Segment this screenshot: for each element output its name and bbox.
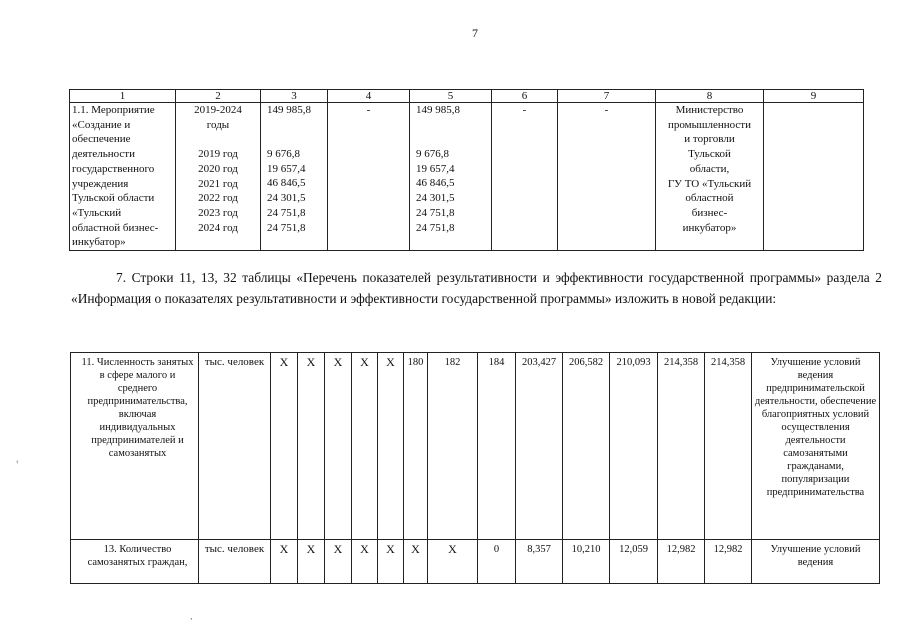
scan-speck: ‹ [16, 457, 19, 466]
year-value: 24 751,8 [416, 206, 455, 219]
value-cell: 214,358 [705, 353, 752, 540]
value-cell: X [271, 353, 298, 540]
unit-cell: тыс. человек [199, 540, 271, 584]
total-value: 149 985,8 [267, 104, 311, 116]
text-line: государственного [72, 162, 155, 175]
note-cell: Улучшение условий ведения предпринимательской деятельности, обеспечение благоприятных условий осуществления деятельности самозанятыми гражданами, популяризации предпринимательства [752, 353, 880, 540]
text-line: инкубатор» [72, 236, 126, 249]
year-value: 24 301,5 [267, 192, 306, 205]
text-line: учреждения [72, 177, 129, 190]
text-line: инкубатор» [682, 221, 737, 234]
year-label: 2021 год [198, 177, 238, 190]
text-line: ГУ ТО «Тульский [667, 177, 752, 190]
year-value: 24 301,5 [416, 192, 455, 205]
scan-speck: ‚ [190, 612, 193, 621]
text-line: областной бизнес- [72, 221, 159, 234]
value-cell: 0 [478, 540, 516, 584]
value-cell: X [298, 540, 325, 584]
unit-cell: тыс. человек [199, 353, 271, 540]
dash-cell: - [558, 103, 656, 251]
page-number: 7 [472, 26, 478, 40]
value-cell: X [428, 540, 478, 584]
text-line: области, [689, 162, 730, 175]
value-cell: 12,059 [610, 540, 658, 584]
value-cell: X [271, 540, 298, 584]
year-label: 2023 год [198, 206, 238, 219]
text-line: Тульской [688, 148, 731, 161]
value-cell: 184 [478, 353, 516, 540]
year-value: 24 751,8 [416, 221, 455, 234]
note-cell: Улучшение условий ведения [752, 540, 880, 584]
table-row [70, 103, 864, 251]
total-funding-cell [261, 103, 328, 251]
value-cell: 214,358 [658, 353, 705, 540]
year-label: 2019 год [198, 148, 238, 161]
total-value: 149 985,8 [416, 104, 460, 116]
year-label: 2024 год [198, 221, 238, 234]
value-cell: X [378, 353, 404, 540]
value-cell: X [298, 353, 325, 540]
value-cell: 180 [404, 353, 428, 540]
text-line: областной [685, 192, 734, 205]
table-row [71, 353, 880, 540]
year-value: 46 846,5 [267, 177, 306, 190]
text-line: обеспечение [72, 133, 131, 146]
value-cell: X [325, 540, 352, 584]
year-value: 9 676,8 [416, 148, 449, 161]
indicators-table [70, 352, 880, 584]
value-cell: 203,427 [516, 353, 563, 540]
responsible-cell [656, 103, 764, 251]
text-line: и торговли [684, 133, 735, 146]
empty-cell [764, 103, 864, 251]
value-cell: X [352, 540, 378, 584]
text-line: 2019-2024 [194, 104, 242, 116]
header-cell: 5 [410, 90, 492, 103]
table-header-row [70, 90, 864, 103]
header-cell: 3 [261, 90, 328, 103]
year-value: 19 657,4 [267, 162, 306, 175]
value-cell: 12,982 [658, 540, 705, 584]
value-cell: 10,210 [563, 540, 610, 584]
value-cell: 8,357 [516, 540, 563, 584]
header-cell: 4 [328, 90, 410, 103]
text-line: Министерство [675, 104, 744, 116]
text-line: 1.1. Мероприятие [72, 104, 155, 116]
header-cell: 9 [764, 90, 864, 103]
year-value: 9 676,8 [267, 148, 300, 161]
amendment-paragraph [71, 267, 882, 309]
year-value: 46 846,5 [416, 177, 455, 190]
indicator-name-cell: 13. Количество самозанятых граждан, [71, 540, 199, 584]
value-cell: X [378, 540, 404, 584]
dash-cell: - [492, 103, 558, 251]
text-line: деятельности [72, 148, 135, 161]
text-line: бизнес- [691, 206, 728, 219]
year-label: 2022 год [198, 192, 238, 205]
text-line: «Создание и [72, 118, 131, 131]
value-cell: 12,982 [705, 540, 752, 584]
budget-funding-cell [410, 103, 492, 251]
activity-name-cell [70, 103, 176, 251]
header-cell: 8 [656, 90, 764, 103]
value-cell: 210,093 [610, 353, 658, 540]
header-cell: 7 [558, 90, 656, 103]
table-row [71, 540, 880, 584]
value-cell: X [404, 540, 428, 584]
value-cell: 182 [428, 353, 478, 540]
paragraph-text: 7. Строки 11, 13, 32 таблицы «Перечень показателей результативности и эффективности государственной программы» раздела 2 «Информация о показателях результативности и эффективности государственной программы» изложить в новой редакции: [71, 270, 882, 306]
text-line: годы [206, 118, 230, 131]
header-cell: 2 [176, 90, 261, 103]
header-cell: 1 [70, 90, 176, 103]
year-label: 2020 год [198, 162, 238, 175]
value-cell: 206,582 [563, 353, 610, 540]
header-cell: 6 [492, 90, 558, 103]
year-value: 24 751,8 [267, 221, 306, 234]
indicator-name-cell: 11. Численность занятых в сфере малого и среднего предпринимательства, включая индивидуальных предпринимателей и самозанятых [71, 353, 199, 540]
text-line: «Тульский [72, 206, 122, 219]
dash-cell: - [328, 103, 410, 251]
value-cell: X [352, 353, 378, 540]
text-line: Тульской области [72, 192, 155, 205]
activity-table [69, 89, 864, 251]
period-cell [176, 103, 261, 251]
year-value: 19 657,4 [416, 162, 455, 175]
text-line: промышленности [668, 118, 751, 131]
year-value: 24 751,8 [267, 206, 306, 219]
value-cell: X [325, 353, 352, 540]
